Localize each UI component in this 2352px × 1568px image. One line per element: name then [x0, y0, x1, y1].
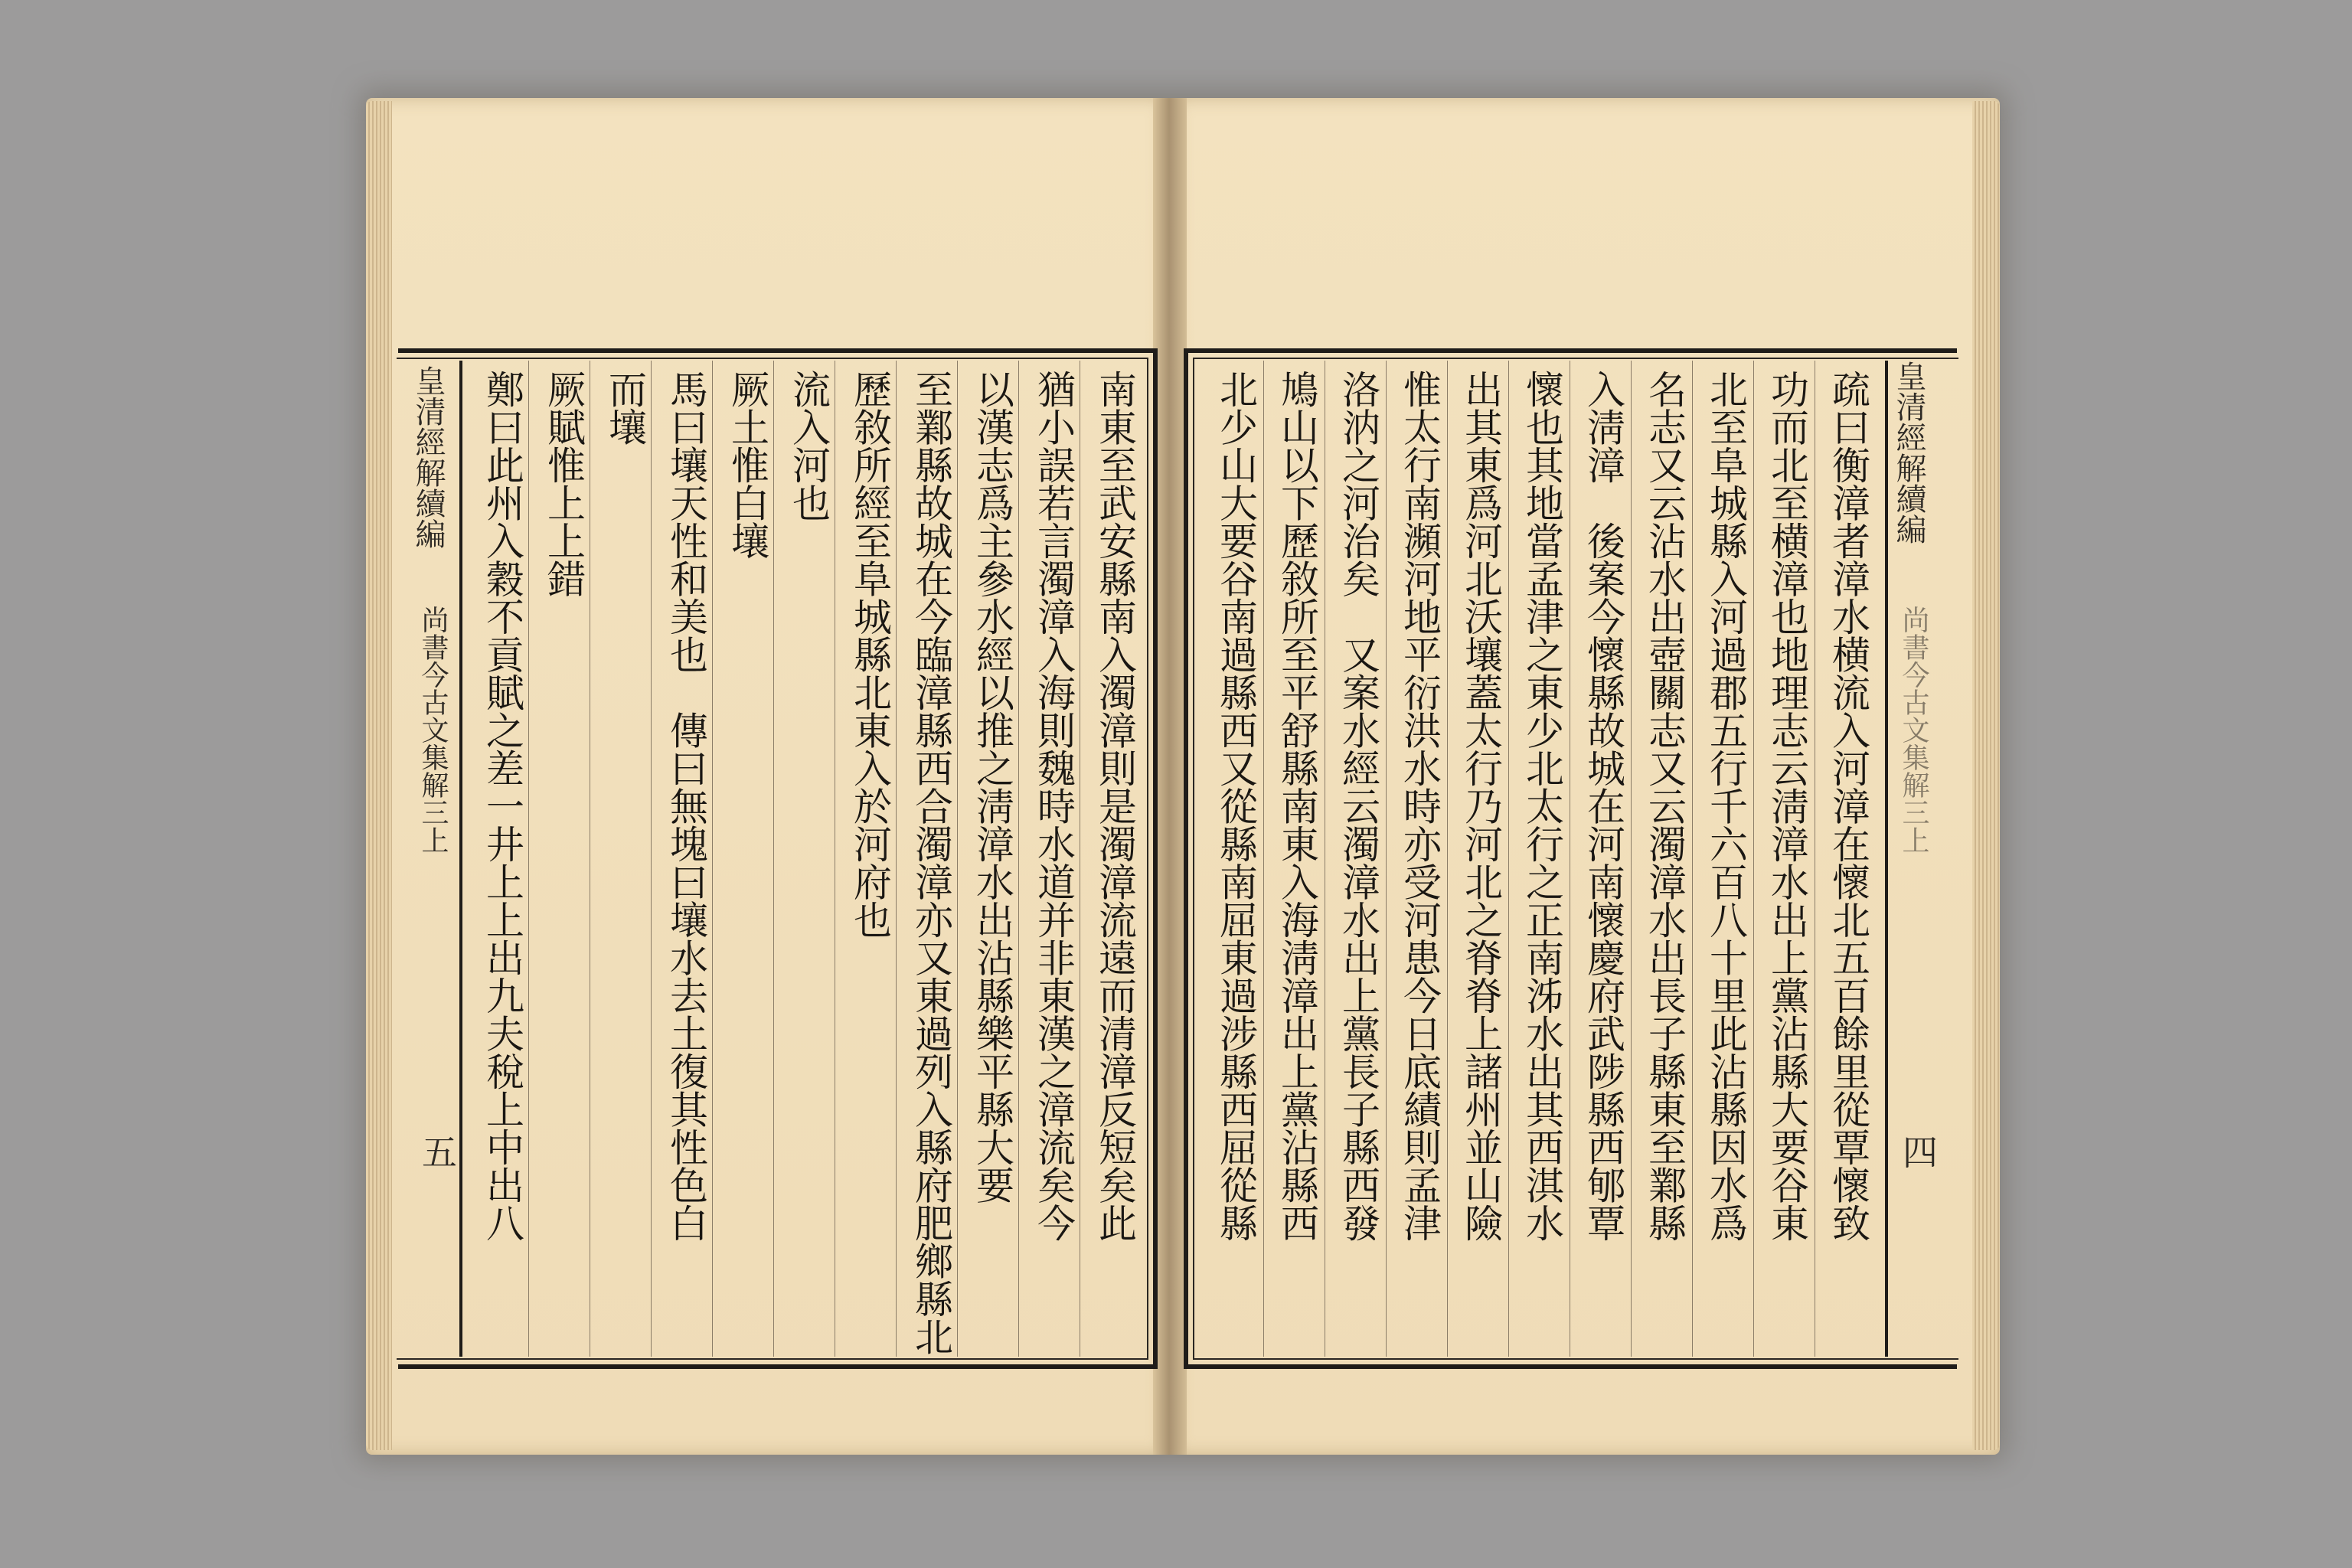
text-column: 南東至武安縣南入濁漳則是濁漳流遠而清漳反短矣此 [1093, 370, 1137, 1242]
text-column: 歷敘所經至阜城縣北東入於河府也 [848, 370, 892, 939]
right-text-frame [1184, 348, 1957, 1369]
banner-rule [1885, 361, 1888, 1357]
left-page-edges [366, 101, 392, 1450]
text-column: 入淸漳 後案今懷縣故城在河南懷慶府武陟縣西郇覃 [1581, 370, 1625, 1242]
left-text-frame [398, 348, 1158, 1369]
text-column: 名志又云沾水出壺關志又云濁漳水出長子縣東至鄴縣 [1642, 370, 1687, 1242]
text-column: 流入河也 [786, 370, 831, 521]
column-rule [1386, 361, 1387, 1357]
text-column: 惟太行南瀕河地平衍洪水時亦受河患今日底績則孟津 [1397, 370, 1442, 1242]
text-column: 功而北至横漳也地理志云淸漳水出上黨沾縣大要谷東 [1765, 370, 1809, 1242]
column-rule [1508, 361, 1509, 1357]
text-column: 洛汭之河治矣 又案水經云濁漳水出上黨長子縣西發 [1336, 370, 1380, 1242]
left-banner-title: 皇清經解續編 [410, 365, 446, 549]
text-column: 懷也其地當孟津之東少北太行之正南泲水出其西淇水 [1520, 370, 1564, 1242]
text-column: 而壤 [603, 370, 647, 446]
left-folio-number: 五 [416, 1134, 458, 1169]
column-rule [1631, 361, 1632, 1357]
right-banner-title: 皇清經解續編 [1891, 361, 1926, 544]
text-column: 馬曰壤天性和美也 傳曰無塊曰壤水去土復其性色白 [664, 370, 708, 1242]
left-banner-subtitle: 尚書今古文集解三上 [417, 606, 449, 854]
text-column: 厥賦惟上上錯 [541, 370, 586, 597]
text-column: 北少山大要谷南過縣西又從縣南屈東過涉縣西屈從縣 [1214, 370, 1258, 1242]
text-column: 鄭曰此州入穀不貢賦之差一井上上出九夫稅上中出八 [480, 370, 524, 1242]
text-column: 疏曰衡漳者漳水横流入河漳在懷北五百餘里從覃懷致 [1826, 370, 1870, 1242]
book-gutter [1153, 98, 1187, 1455]
text-column: 北至阜城縣入河過郡五行千六百八十里此沾縣因水爲 [1704, 370, 1748, 1242]
column-rule [1753, 361, 1754, 1357]
right-folio-number: 四 [1897, 1134, 1939, 1169]
text-column: 猶小誤若言濁漳入海則魏時水道并非東漢之漳流矣今 [1031, 370, 1076, 1242]
text-column: 出其東爲河北沃壤蓋太行乃河北之脊脊上諸州並山險 [1459, 370, 1503, 1242]
right-page-edges [1972, 101, 2000, 1450]
text-column: 鳩山以下歷敘所至平舒縣南東入海淸漳出上黨沾縣西 [1275, 370, 1319, 1242]
column-rule [1263, 361, 1264, 1357]
right-banner-subtitle: 尚書今古文集解三上 [1898, 606, 1929, 854]
text-column: 以漢志爲主參水經以推之淸漳水出沾縣樂平縣大要 [970, 370, 1014, 1204]
column-rule [1692, 361, 1693, 1357]
column-rule [1447, 361, 1448, 1357]
banner-rule [459, 361, 462, 1357]
text-column: 厥土惟白壤 [725, 370, 769, 560]
text-column: 至鄴縣故城在今臨漳縣西合濁漳亦又東過列入縣府肥鄉縣北 [909, 370, 953, 1355]
